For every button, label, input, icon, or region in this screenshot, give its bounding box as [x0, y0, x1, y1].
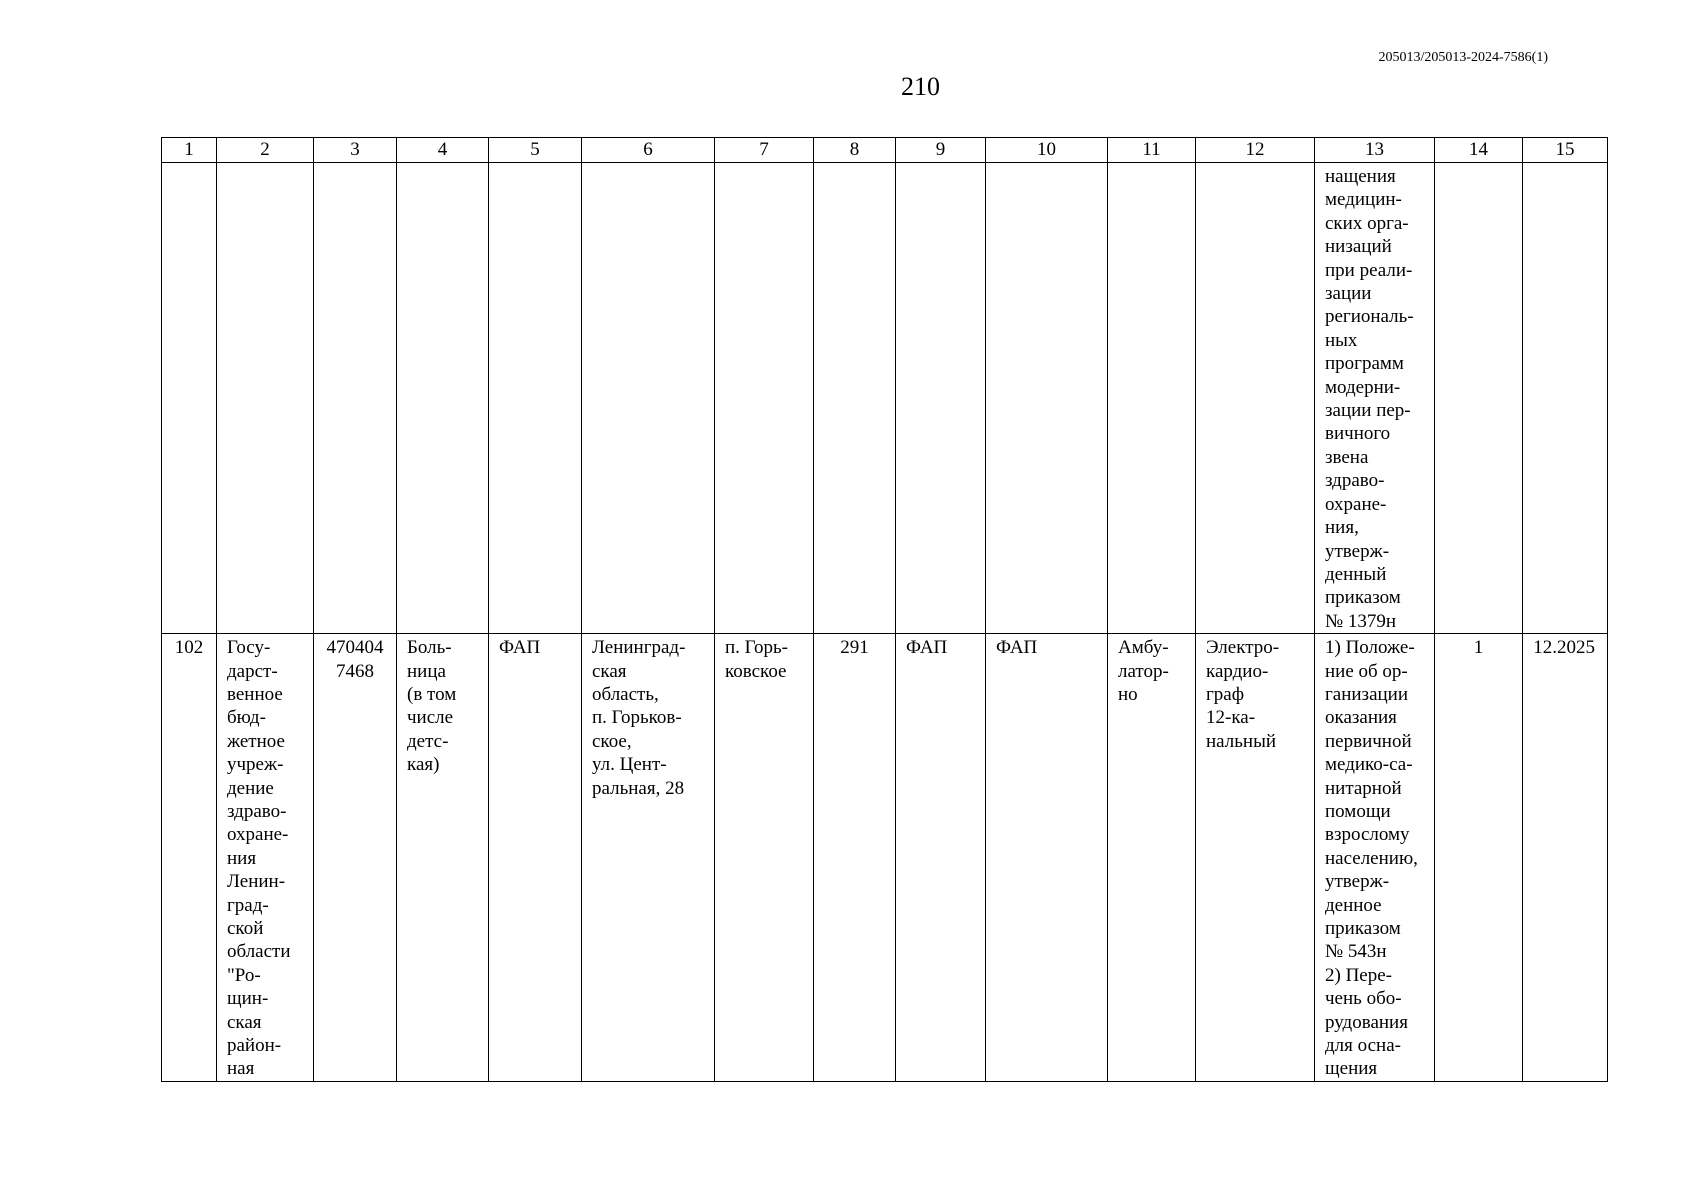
column-header: 4 [397, 138, 489, 163]
table-cell-row-number: 102 [162, 634, 217, 1082]
table-cell [814, 163, 896, 634]
column-number-row [162, 138, 1608, 163]
table-cell-count: 291 [814, 634, 896, 1082]
column-header: 10 [986, 138, 1108, 163]
table-cell [715, 163, 814, 634]
column-header: 15 [1523, 138, 1608, 163]
table-cell-unit: ФАП [986, 634, 1108, 1082]
column-header: 13 [1315, 138, 1435, 163]
table-cell-unit: ФАП [896, 634, 986, 1082]
table-cell-address: Ленинград- ская область, п. Горьков- ское, ул. Цент- ральная, 28 [582, 634, 715, 1082]
table-cell [1108, 163, 1196, 634]
table-cell-care-mode: Амбу- латор- но [1108, 634, 1196, 1082]
data-table [161, 137, 1608, 1082]
table-cell [1435, 163, 1523, 634]
table-row-continuation [162, 163, 1608, 634]
column-header: 5 [489, 138, 582, 163]
table-cell-equipment: Электро- кардио- граф 12-ка- нальный [1196, 634, 1315, 1082]
column-header: 12 [1196, 138, 1315, 163]
table-cell [986, 163, 1108, 634]
table-cell [1523, 163, 1608, 634]
table-cell-locality: п. Горь- ковское [715, 634, 814, 1082]
column-header: 1 [162, 138, 217, 163]
table-cell [896, 163, 986, 634]
table-cell-date: 12.2025 [1523, 634, 1608, 1082]
table-cell [582, 163, 715, 634]
column-header: 2 [217, 138, 314, 163]
page-number: 210 [901, 72, 940, 101]
column-header: 6 [582, 138, 715, 163]
table-cell-quantity: 1 [1435, 634, 1523, 1082]
table-cell-regulation: 1) Положе- ние об ор- ганизации оказания первичной медико-са- нитарной помощи взрослому населению, утверж- денное приказом № 543н 2) Пере- чень обо- рудования для осна- щения [1315, 634, 1435, 1082]
column-header: 14 [1435, 138, 1523, 163]
table-cell [162, 163, 217, 634]
table-cell-unit: ФАП [489, 634, 582, 1082]
column-header: 11 [1108, 138, 1196, 163]
column-header: 7 [715, 138, 814, 163]
table-cell [217, 163, 314, 634]
table-cell-type: Боль- ница (в том числе детс- кая) [397, 634, 489, 1082]
table-cell [397, 163, 489, 634]
table-cell [489, 163, 582, 634]
table-cell [314, 163, 397, 634]
table-cell-inn: 470404 7468 [314, 634, 397, 1082]
table-cell-regulation: нащения медицин- ских орга- низаций при реали- зации региональ- ных программ модерни- зации пер- вичного звена здраво- охране- ния, утверж- денный приказом № 1379н [1315, 163, 1435, 634]
document-id: 205013/205013-2024-7586(1) [1378, 50, 1548, 65]
column-header: 9 [896, 138, 986, 163]
table-cell [1196, 163, 1315, 634]
table-row-102 [162, 634, 1608, 1082]
column-header: 3 [314, 138, 397, 163]
column-header: 8 [814, 138, 896, 163]
table-cell-organization: Госу- дарст- венное бюд- жетное учреж- дение здраво- охране- ния Ленин- град- ской области "Ро- щин- ская район- ная [217, 634, 314, 1082]
